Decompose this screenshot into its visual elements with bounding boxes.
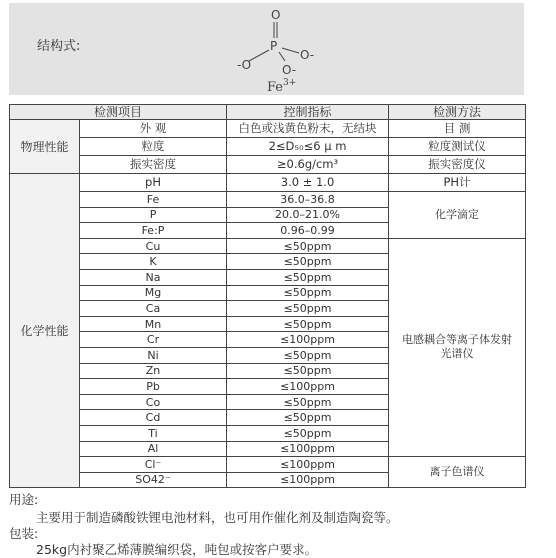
spec-cell: 3.0 ± 1.0	[227, 174, 389, 192]
atom-p: P	[270, 39, 278, 53]
item-cell: Mn	[80, 316, 227, 332]
usage-label: 用途:	[9, 492, 39, 507]
atom-o-right: O-	[300, 48, 315, 62]
method-cell: PH计	[389, 174, 526, 192]
spec-cell: 2≤D₅₀≤6 μ m	[227, 138, 389, 156]
structure-label: 结构式:	[37, 39, 81, 54]
header-method: 检测方法	[389, 105, 526, 120]
spec-table	[9, 104, 526, 488]
spec-cell: ≤50ppm	[227, 285, 389, 301]
item-cell: K	[80, 254, 227, 270]
item-cell: Cr	[80, 332, 227, 348]
atom-o-top: O	[271, 8, 281, 22]
spec-cell: ≤100ppm	[227, 441, 389, 457]
header-item: 检测项目	[10, 105, 227, 120]
item-cell: Mg	[80, 285, 227, 301]
spec-cell: ≤50ppm	[227, 238, 389, 254]
method-cell: 化学滴定	[389, 192, 526, 239]
header-spec: 控制指标	[227, 105, 389, 120]
bond-right	[282, 48, 299, 53]
table-row	[10, 457, 526, 473]
table-row	[10, 138, 526, 156]
table-row	[10, 174, 526, 192]
spec-cell: ≤50ppm	[227, 301, 389, 317]
cation-charge: 3+	[283, 78, 297, 88]
item-cell: Ca	[80, 301, 227, 317]
spec-cell: ≤50ppm	[227, 425, 389, 441]
spec-cell: ≤100ppm	[227, 332, 389, 348]
spec-cell: ≤100ppm	[227, 379, 389, 395]
method-cell: 目 测	[389, 120, 526, 138]
category-physical: 物理性能	[10, 120, 80, 174]
spec-cell: 0.96–0.99	[227, 223, 389, 239]
spec-cell: ≤50ppm	[227, 269, 389, 285]
method-cell: 离子色谱仪	[389, 457, 526, 488]
spec-cell: ≤50ppm	[227, 316, 389, 332]
spec-cell: ≤50ppm	[227, 254, 389, 270]
item-cell: Fe:P	[80, 223, 227, 239]
item-cell: Ni	[80, 347, 227, 363]
item-cell: Cl⁻	[80, 457, 227, 473]
structure-panel	[9, 3, 524, 95]
packaging-text: 25kg内衬聚乙烯薄膜编织袋，吨包或按客户要求。	[36, 542, 318, 557]
item-cell: pH	[80, 174, 227, 192]
item-cell: SO42⁻	[80, 472, 227, 488]
item-cell: Fe	[80, 192, 227, 208]
spec-cell: ≤100ppm	[227, 472, 389, 488]
spec-cell: 20.0–21.0%	[227, 207, 389, 223]
item-cell: 振实密度	[80, 156, 227, 174]
item-cell: P	[80, 207, 227, 223]
category-chemical: 化学性能	[10, 174, 80, 488]
spec-cell: ≤100ppm	[227, 457, 389, 473]
table-header-row	[10, 105, 526, 120]
table-row	[10, 120, 526, 138]
atom-o-bottom: O-	[282, 63, 297, 77]
item-cell: Ti	[80, 425, 227, 441]
spec-cell: ≤50ppm	[227, 410, 389, 426]
table-row	[10, 156, 526, 174]
spec-cell: 36.0–36.8	[227, 192, 389, 208]
method-cell: 粒度测试仪	[389, 138, 526, 156]
cation-element: Fe	[267, 80, 284, 95]
spec-cell: 白色或浅黄色粉末，无结块	[227, 120, 389, 138]
spec-cell: ≤50ppm	[227, 363, 389, 379]
item-cell: Pb	[80, 379, 227, 395]
bond-bottom	[279, 52, 285, 61]
cation-symbol	[267, 78, 296, 95]
item-cell: Na	[80, 269, 227, 285]
spec-cell: ≤50ppm	[227, 394, 389, 410]
spec-cell: ≥0.6g/cm³	[227, 156, 389, 174]
item-cell: 粒度	[80, 138, 227, 156]
atom-o-left: -O	[237, 58, 252, 72]
table-row	[10, 192, 526, 208]
item-cell: Zn	[80, 363, 227, 379]
item-cell: Co	[80, 394, 227, 410]
item-cell: Al	[80, 441, 227, 457]
method-cell: 振实密度仪	[389, 156, 526, 174]
packaging-label: 包装:	[9, 526, 39, 541]
usage-text: 主要用于制造磷酸铁锂电池材料，也可用作催化剂及制造陶瓷等。	[36, 510, 399, 525]
item-cell: Cu	[80, 238, 227, 254]
method-cell: 电感耦合等离子体发射光谱仪	[389, 238, 526, 456]
structural-formula	[219, 3, 339, 95]
item-cell: 外 观	[80, 120, 227, 138]
bond-left	[249, 50, 269, 61]
table-row	[10, 238, 526, 254]
item-cell: Cd	[80, 410, 227, 426]
spec-cell: ≤50ppm	[227, 347, 389, 363]
